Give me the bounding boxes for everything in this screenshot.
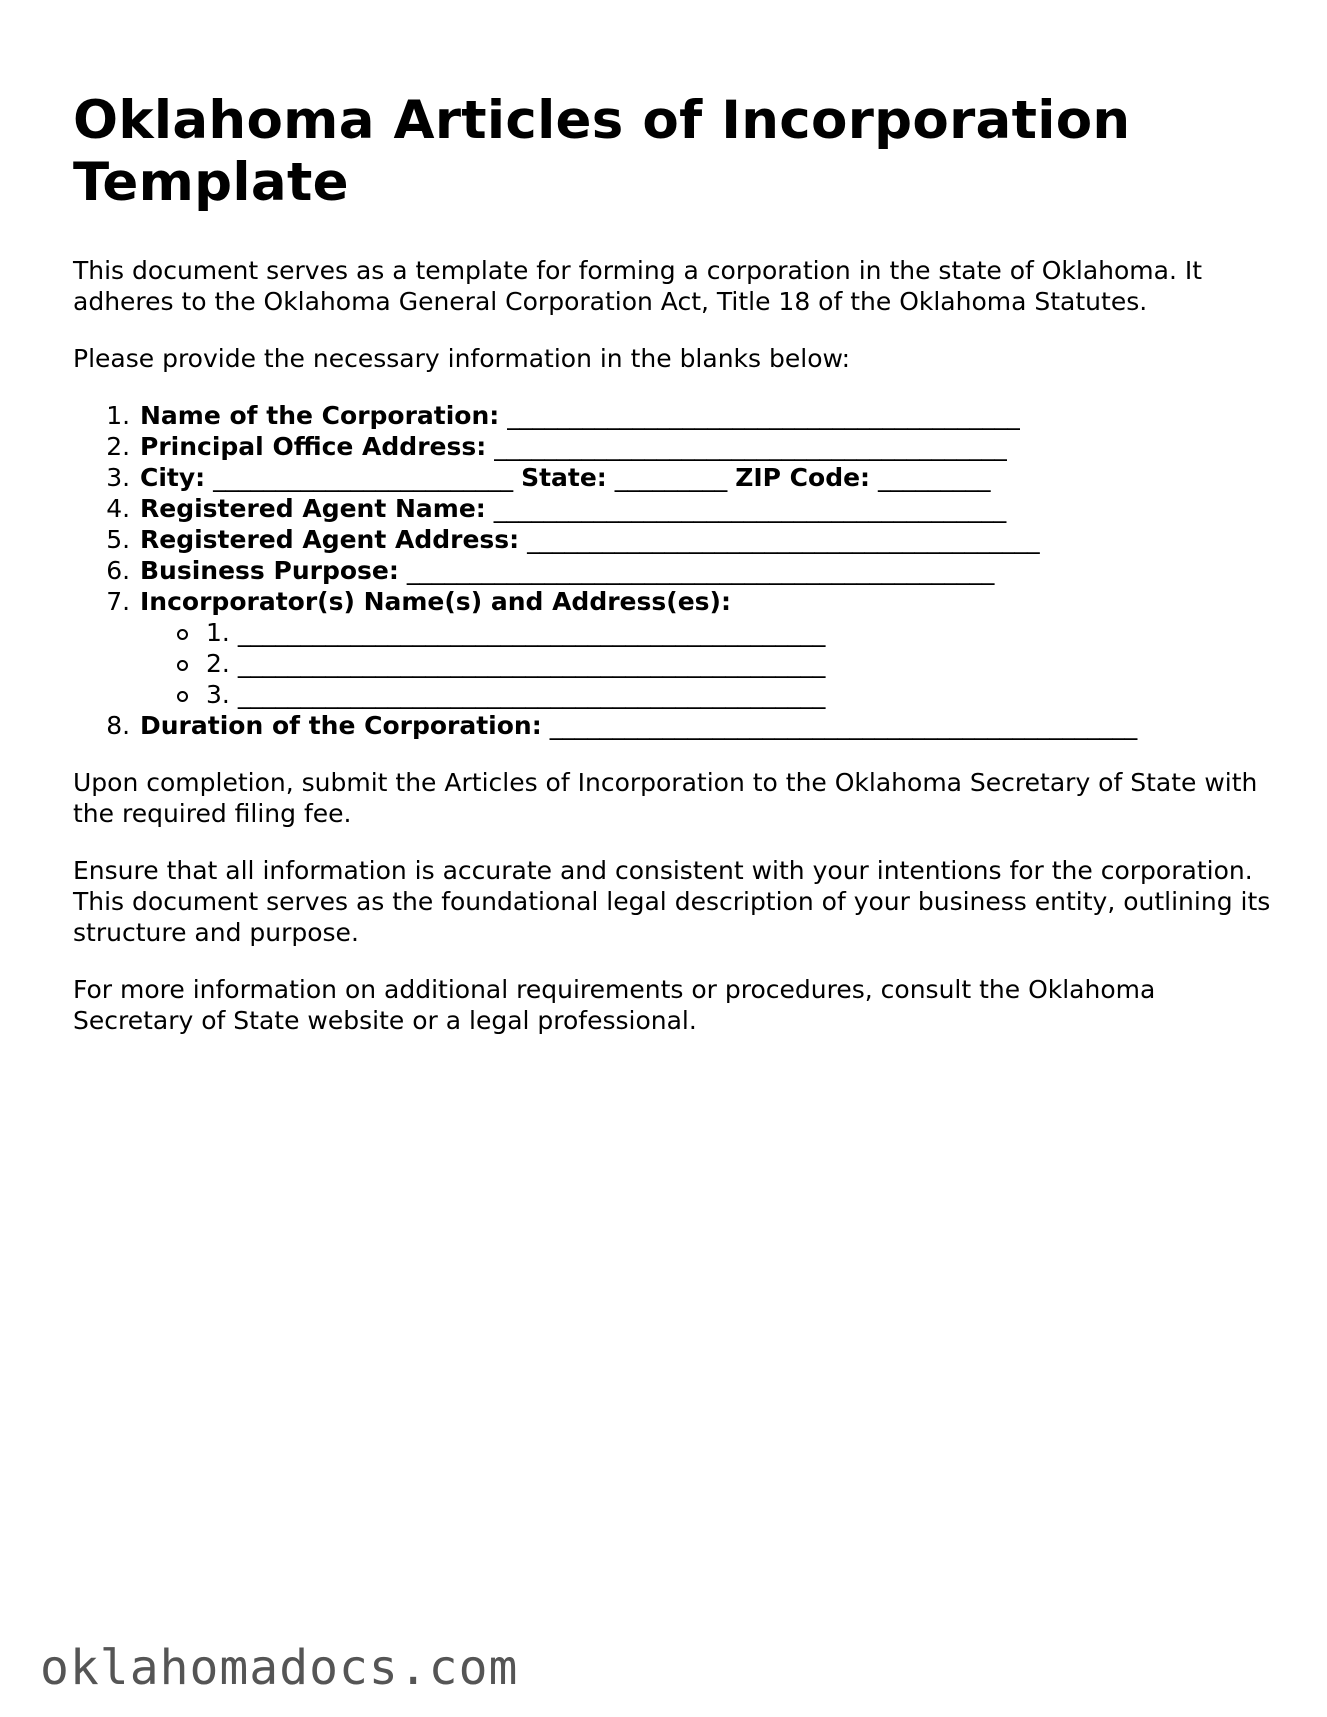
accuracy-paragraph: Ensure that all information is accurate and consistent with your intentions for the corporation. This document serves as the foundational legal description of your business entity, outlining its structure and purpose. <box>73 856 1271 947</box>
item-number: 2. <box>206 649 230 678</box>
instructions-prompt: Please provide the necessary information in the blanks below: <box>73 344 850 373</box>
field-label: State: <box>521 463 607 492</box>
field-label: Duration of the Corporation: <box>140 711 542 740</box>
field-label: Registered Agent Address: <box>140 525 520 554</box>
blank-line[interactable]: _______________________________________________ <box>406 556 995 585</box>
field-label: ZIP Code: <box>735 463 871 492</box>
field-registered-agent-name <box>138 493 1273 524</box>
field-city-state-zip <box>138 462 1273 493</box>
incorporator-item <box>206 617 1273 648</box>
incorporator-item <box>206 648 1273 679</box>
blank-line[interactable]: _________ <box>614 463 728 492</box>
field-principal-office <box>138 431 1273 462</box>
field-label: Registered Agent Name: <box>140 494 486 523</box>
field-label: Name of the Corporation: <box>140 401 500 430</box>
item-number: 1. <box>206 618 230 647</box>
blank-line[interactable]: _________ <box>878 463 991 492</box>
blank-line[interactable]: _________________________________________ <box>494 432 1007 461</box>
submission-paragraph: Upon completion, submit the Articles of Incorporation to the Oklahoma Secretary of State with the required filing fee. <box>73 768 1258 828</box>
blank-line[interactable]: _________________________________________ <box>493 494 1007 523</box>
field-duration <box>138 710 1273 741</box>
incorporators-list <box>140 617 1273 710</box>
field-label: Principal Office Address: <box>140 432 487 461</box>
blank-line[interactable]: _______________________________________________ <box>549 711 1138 740</box>
blank-line[interactable]: _______________________________________________ <box>237 649 826 678</box>
item-number: 3. <box>206 680 230 709</box>
field-label: City: <box>140 463 206 492</box>
incorporator-item <box>206 679 1273 710</box>
field-business-purpose <box>138 555 1273 586</box>
field-incorporators <box>138 586 1273 710</box>
field-corporation-name <box>138 400 1273 431</box>
document-page <box>73 90 1273 1036</box>
field-label: Incorporator(s) Name(s) and Address(es): <box>140 587 731 616</box>
blank-line[interactable]: _________________________________________ <box>507 401 1020 430</box>
field-label: Business Purpose: <box>140 556 399 585</box>
blank-line[interactable]: _________________________________________ <box>527 525 1040 554</box>
blank-line[interactable]: _______________________________________________ <box>237 618 826 647</box>
fields-list <box>73 400 1273 741</box>
field-registered-agent-address <box>138 524 1273 555</box>
intro-paragraph: This document serves as a template for forming a corporation in the state of Oklahoma. It adheres to the Oklahoma General Corporation Act, Title 18 of the Oklahoma Statutes. <box>73 256 1203 316</box>
blank-line[interactable]: ________________________ <box>213 463 514 492</box>
blank-line[interactable]: _______________________________________________ <box>237 680 826 709</box>
page-title: Oklahoma Articles of Incorporation Template <box>73 90 1131 213</box>
more-info-paragraph: For more information on additional requirements or procedures, consult the Oklahoma Secretary of State website or a legal professional. <box>73 975 1156 1035</box>
watermark: oklahomadocs.com <box>40 1640 519 1696</box>
